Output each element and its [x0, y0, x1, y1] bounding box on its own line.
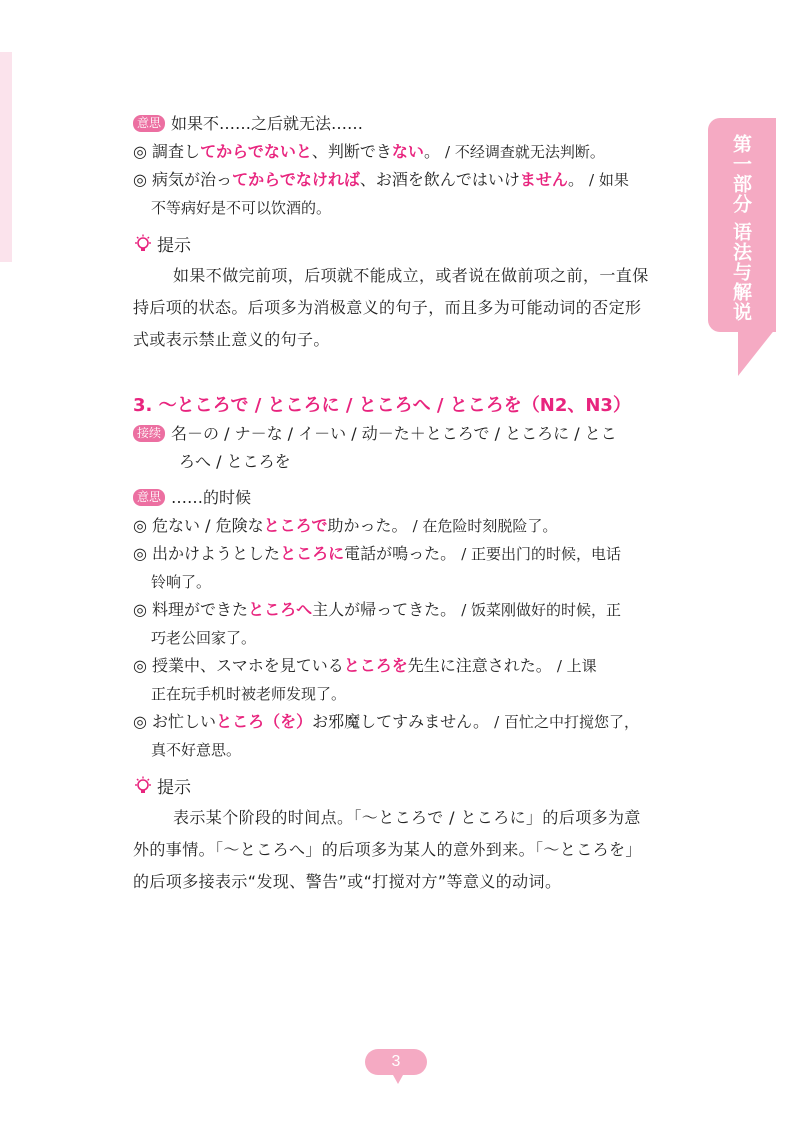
example-text: ◎ 調査し [133, 142, 201, 161]
tip-heading [133, 774, 678, 802]
tip-paragraph-line: 外的事情。「～ところへ」的后项多为某人的意外到来。「～ところを」 [133, 840, 642, 859]
example-line [133, 540, 678, 568]
tip-paragraph-line: 持后项的状态。后项多为消极意义的句子，而且多为可能动词的否定形 [133, 298, 642, 317]
example-line [133, 652, 678, 680]
meaning-text: ……的时候 [171, 488, 252, 507]
meaning-tag: 意思 [133, 115, 165, 132]
chinese-gloss: / 不经调查就无法判断。 [445, 143, 605, 161]
example-text: 。 [423, 142, 440, 161]
example-text: 、判断でき [311, 142, 392, 161]
highlight-grammar: ません [519, 170, 568, 189]
tip-paragraph-line: 如果不做完前项，后项就不能成立，或者说在做前项之前，一直保 [173, 266, 649, 285]
lightbulb-icon [133, 234, 153, 254]
connection-line-continued: ろへ / ところを [179, 452, 291, 471]
tip-paragraph-line: 式或表示禁止意义的句子。 [133, 330, 330, 349]
section-title: 3. ～ところで / ところに / ところへ / ところを（N2、N3） [133, 395, 631, 416]
chinese-gloss: / 正要出门的时候，电话 [461, 545, 622, 563]
highlight-grammar: てからでないと [200, 142, 312, 161]
example-text: 電話が鳴った。 [344, 544, 457, 563]
meaning-tag: 意思 [133, 489, 165, 506]
tip-paragraph-line: 表示某个阶段的时间点。「～ところで / ところに」的后项多为意 [173, 808, 641, 827]
side-tab-tail [738, 328, 776, 376]
example-text: 助かった。 [327, 516, 408, 535]
highlight-grammar: ところ（を） [216, 712, 313, 731]
highlight-grammar: ところで [263, 516, 328, 535]
example-line [133, 708, 678, 736]
example-text: 主人が帰ってきた。 [312, 600, 457, 619]
example-line [133, 166, 678, 194]
chinese-gloss: / 饭菜刚做好的时候，正 [461, 601, 622, 619]
tip-label: 提示 [157, 778, 191, 798]
chinese-gloss: / 在危险时刻脱险了。 [412, 517, 558, 535]
example-text: ◎ 料理ができた [133, 600, 249, 619]
example-text: ◎ 出かけようとした [133, 544, 281, 563]
chinese-gloss-continued: 巧老公回家了。 [151, 629, 257, 647]
chinese-gloss-continued: 铃响了。 [151, 573, 212, 591]
meaning-line-1 [133, 110, 678, 138]
spacer [133, 476, 678, 484]
example-line [133, 512, 678, 540]
example-text: ◎ 病気が治っ [133, 170, 233, 189]
page-number: 3 [391, 1053, 401, 1070]
highlight-grammar: ところへ [248, 600, 313, 619]
tip-paragraph-line: 的后项多接表示“发现、警告”或“打搅对方”等意义的动词。 [133, 872, 562, 891]
example-text: 。 [567, 170, 584, 189]
highlight-grammar: ところを [343, 656, 408, 675]
highlight-grammar: ない [391, 142, 424, 161]
page-number-badge [365, 1049, 427, 1075]
example-text: 、お酒を飲んではいけ [359, 170, 520, 189]
tip-heading [133, 232, 678, 260]
example-line [133, 138, 678, 166]
left-margin-strip [0, 52, 12, 262]
page-number-pointer [393, 1075, 403, 1084]
chinese-gloss-continued: 正在玩手机时被老师发现了。 [151, 685, 347, 703]
lightbulb-icon [133, 776, 153, 796]
meaning-line-2 [133, 484, 678, 512]
highlight-grammar: てからでなければ [232, 170, 360, 189]
chapter-side-tab [708, 118, 776, 332]
chinese-gloss: / 上课 [556, 657, 597, 675]
side-tab-label: 第一部分 语法与解说 [730, 134, 752, 322]
connection-text: 名－の / ナ－な / イ－い / 动－た＋ところで / ところに / とこ [171, 424, 617, 443]
chinese-gloss: / 百忙之中打搅您了， [494, 713, 639, 731]
example-text: ◎ お忙しい [133, 712, 217, 731]
example-text: ◎ 授業中、スマホを見ている [133, 656, 344, 675]
example-text: お邪魔してすみません。 [312, 712, 490, 731]
chinese-gloss-continued: 真不好意思。 [151, 741, 242, 759]
connection-line [133, 420, 678, 448]
example-line [133, 596, 678, 624]
chinese-gloss: / 如果 [589, 171, 629, 189]
meaning-text: 如果不……之后就无法…… [171, 114, 364, 133]
chinese-gloss-continued: 不等病好是不可以饮酒的。 [151, 199, 332, 217]
connection-tag: 接续 [133, 425, 165, 442]
tip-label: 提示 [157, 236, 191, 256]
page-content [133, 110, 678, 898]
example-text: 先生に注意された。 [407, 656, 552, 675]
highlight-grammar: ところに [280, 544, 345, 563]
example-text: ◎ 危ない / 危険な [133, 516, 264, 535]
